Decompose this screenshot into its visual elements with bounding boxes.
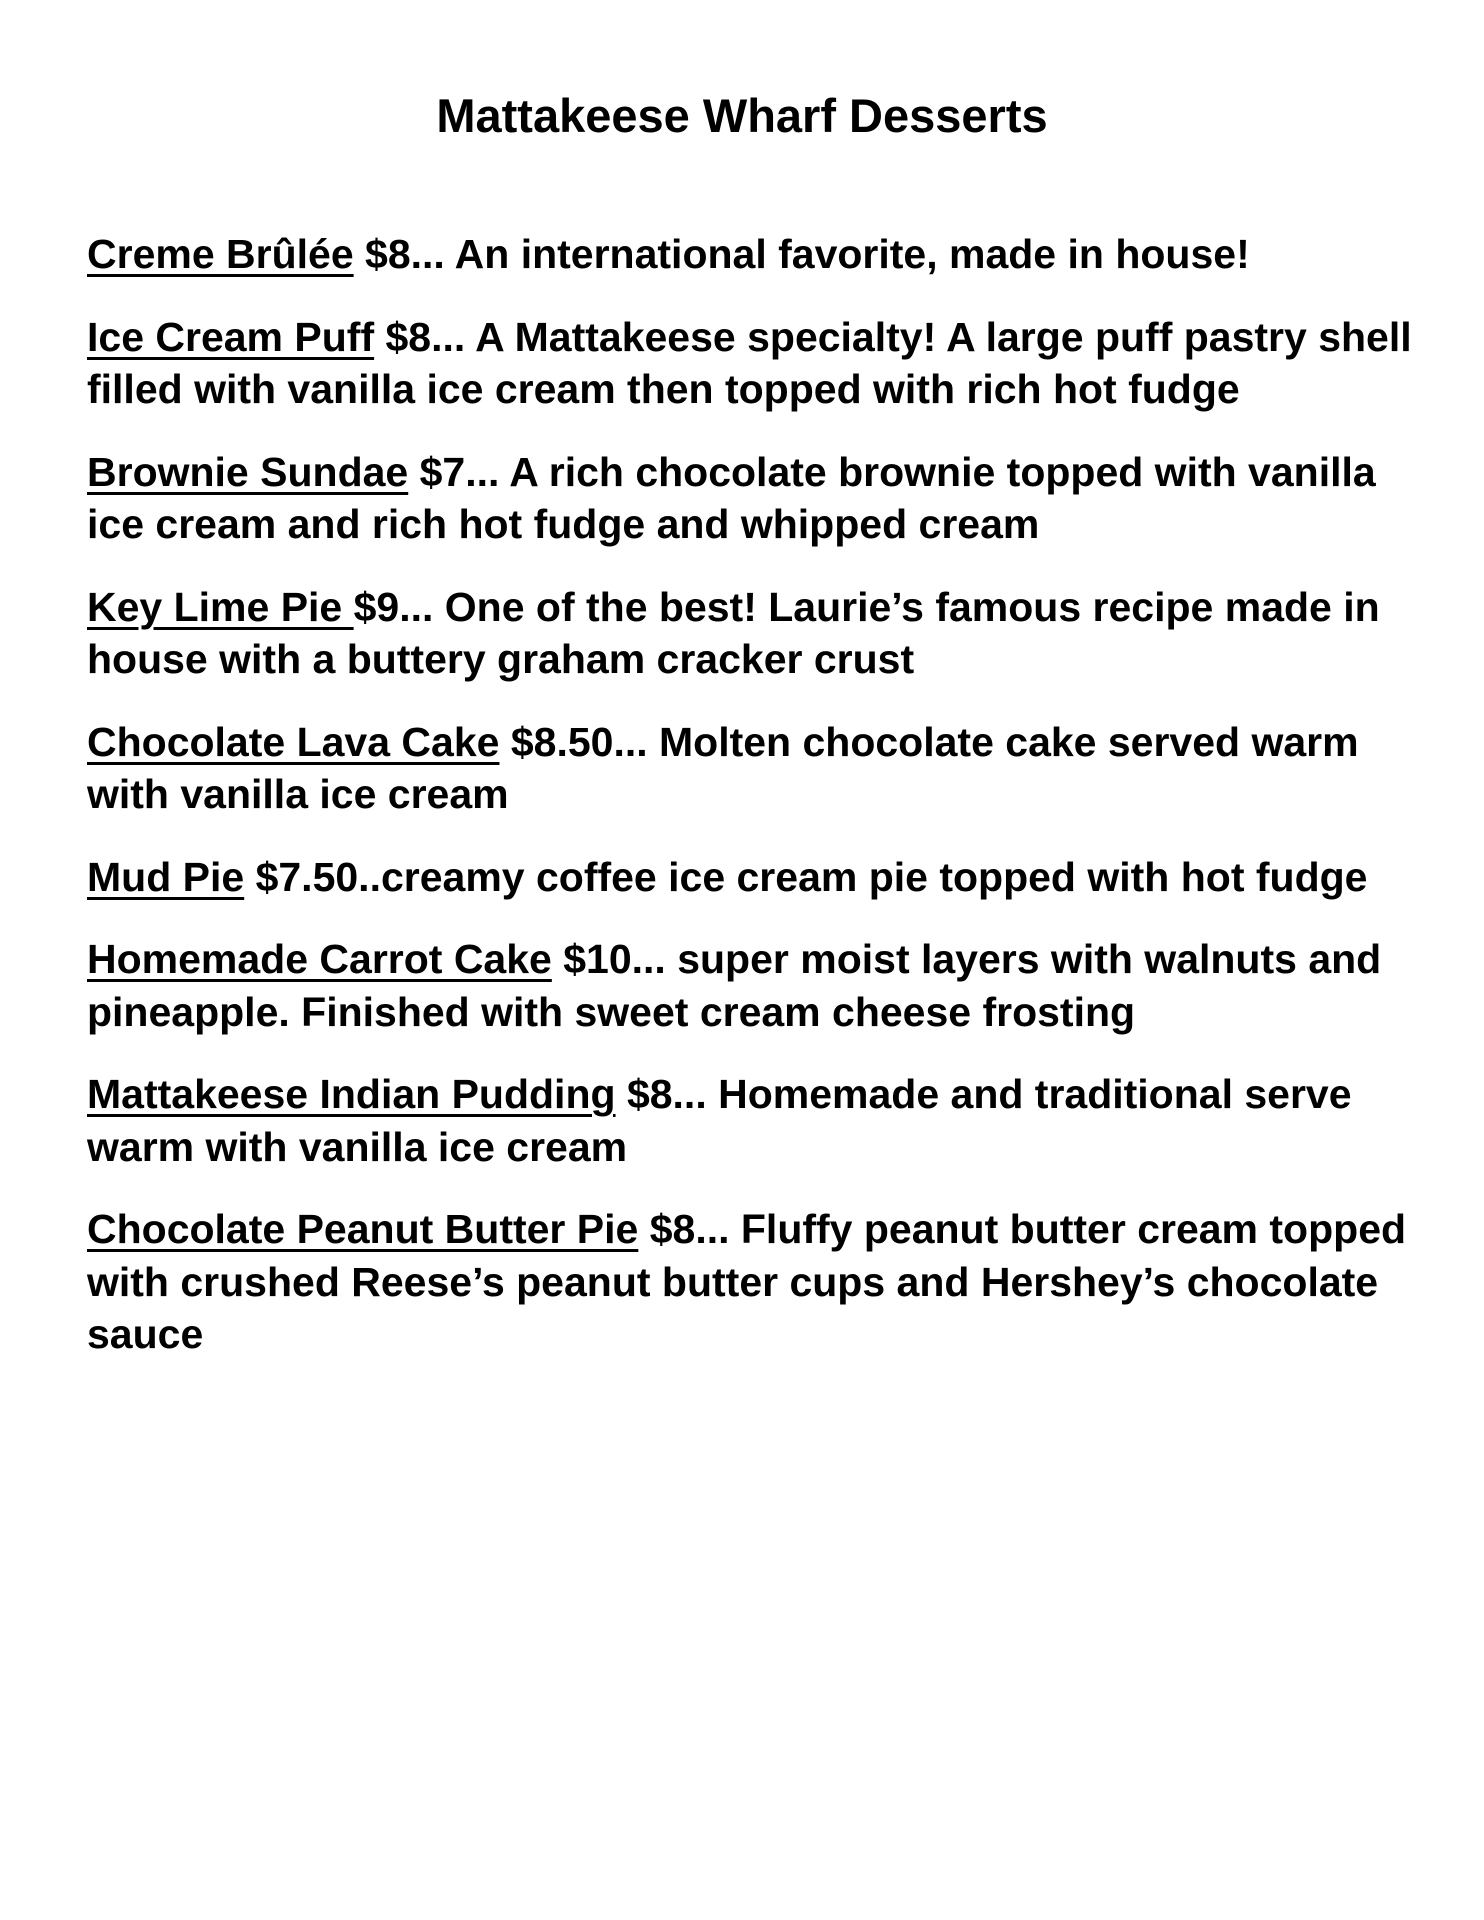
item-name: Brownie Sundae: [87, 448, 409, 495]
list-item: [87, 228, 1417, 281]
item-name: Mud Pie: [87, 853, 245, 900]
item-name: Ice Cream Puff: [87, 313, 375, 360]
list-item: [87, 1068, 1417, 1173]
item-price-description: $7... A rich chocolate brownie topped with vanilla ice cream and rich hot fudge and whipped cream: [87, 448, 1376, 547]
list-item: [87, 716, 1417, 821]
list-item: [87, 851, 1417, 904]
item-price-description: $10... super moist layers with walnuts and pineapple. Finished with sweet cream cheese frosting: [87, 936, 1382, 1035]
list-item: [87, 933, 1417, 1038]
item-name: Key Lime Pie: [87, 583, 354, 630]
page-title: Mattakeese Wharf Desserts: [436, 89, 1048, 142]
dessert-list: [87, 228, 1417, 1391]
list-item: [87, 446, 1417, 551]
item-name: Creme Brûlée: [87, 231, 354, 277]
item-price-description: $7.50..creamy coffee ice cream pie topped with hot fudge: [244, 853, 1368, 900]
item-price-description: $8... A Mattakeese specialty! A large puff pastry shell filled with vanilla ice cream then topped with rich hot fudge: [87, 313, 1412, 412]
list-item: [87, 581, 1417, 686]
item-price-description: $8.50... Molten chocolate cake served warm with vanilla ice cream: [87, 718, 1359, 817]
item-price-description: $8... Homemade and traditional serve warm with vanilla ice cream: [87, 1071, 1352, 1170]
item-price-description: $8... Fluffy peanut butter cream topped with crushed Reese’s peanut butter cups and Hershey’s chocolate sauce: [87, 1206, 1407, 1357]
item-price-description: $9... One of the best! Laurie’s famous recipe made in house with a buttery graham cracker crust: [87, 583, 1380, 682]
item-name: Chocolate Lava Cake: [87, 718, 500, 765]
item-price-description: $8... An international favorite, made in house!: [353, 231, 1250, 277]
item-name: Mattakeese Indian Pudding: [87, 1071, 616, 1117]
list-item: [87, 311, 1417, 416]
item-name: Chocolate Peanut Butter Pie: [87, 1206, 639, 1252]
item-name: Homemade Carrot Cake: [87, 936, 552, 982]
list-item: [87, 1203, 1417, 1361]
